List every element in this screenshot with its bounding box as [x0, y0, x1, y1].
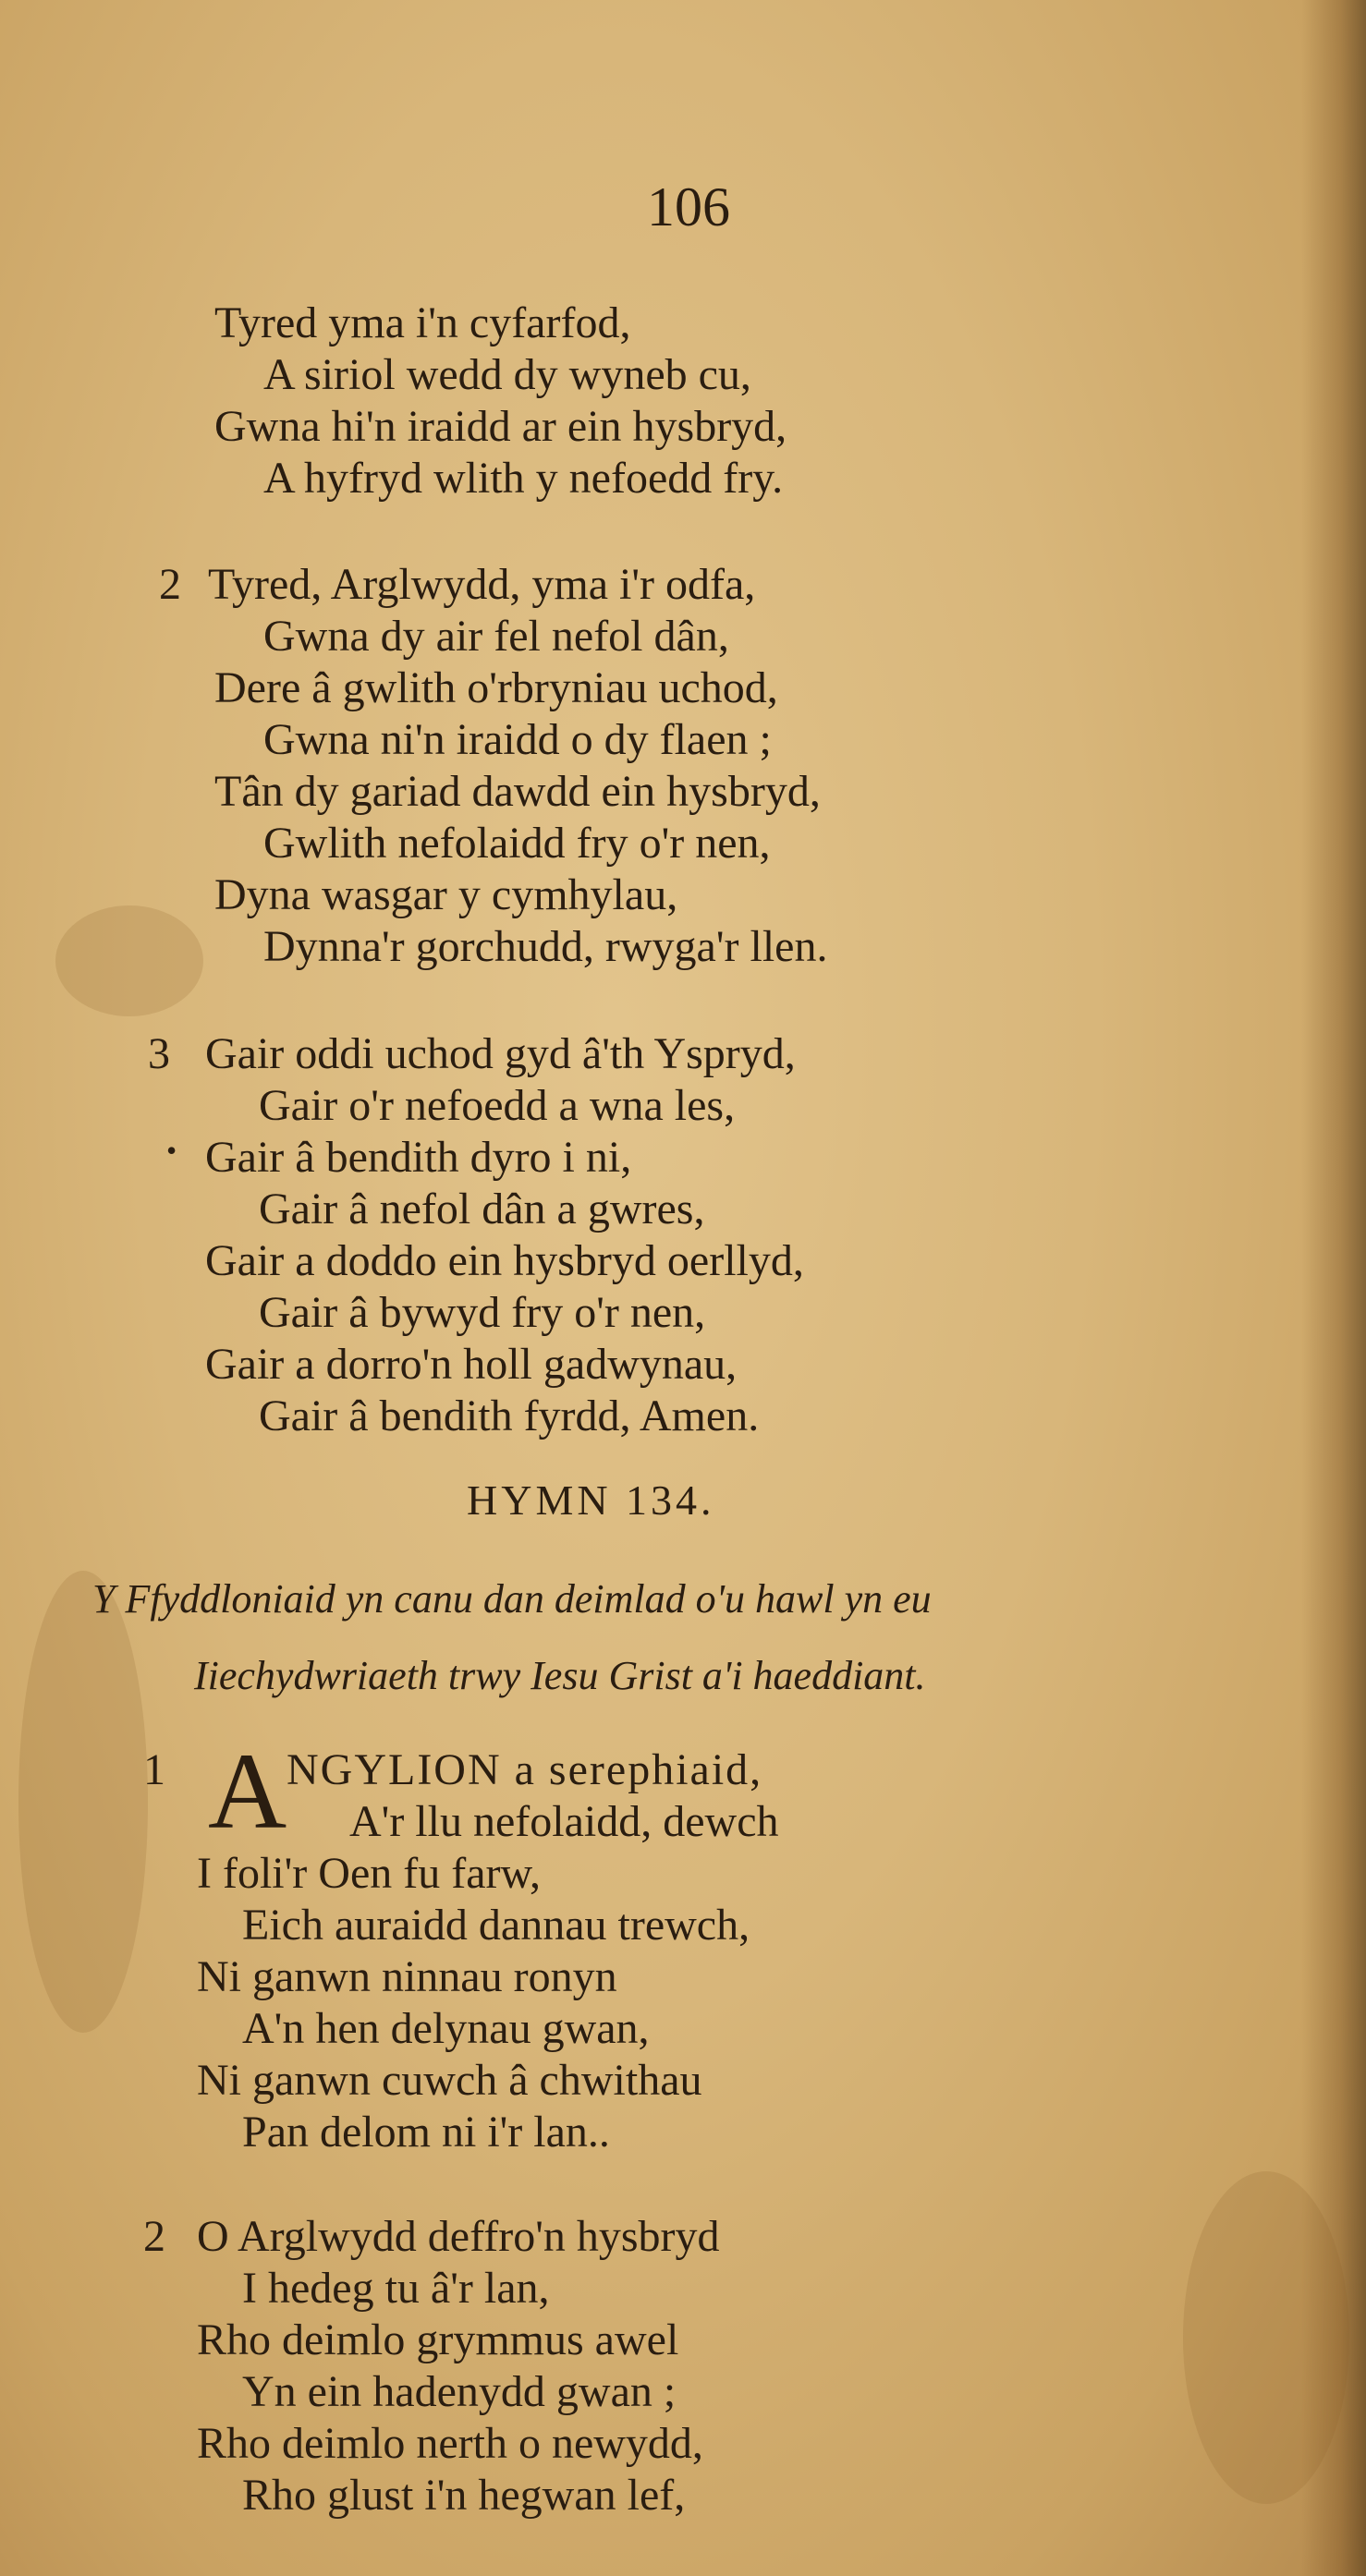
- verse-line: O Arglwydd deffro'n hysbryd: [197, 2212, 720, 2261]
- stanza-number: 2: [143, 2212, 165, 2261]
- drop-capital: A: [208, 1731, 287, 1852]
- verse-line: A'r llu nefolaidd, dewch: [349, 1797, 779, 1846]
- verse-line: I foli'r Oen fu farw,: [197, 1849, 542, 1898]
- verse-line: Gair o'r nefoedd a wna les,: [259, 1081, 736, 1130]
- hymn-heading: HYMN 134.: [467, 1476, 715, 1524]
- verse-line: A siriol wedd dy wyneb cu,: [263, 350, 751, 399]
- verse-line: Yn ein hadenydd gwan ;: [242, 2367, 677, 2416]
- verse-line: Gair oddi uchod gyd â'th Yspryd,: [205, 1029, 796, 1078]
- verse-line: Rho deimlo nerth o newydd,: [197, 2419, 703, 2468]
- verse-line: Dynna'r gorchudd, rwyga'r llen.: [263, 922, 828, 971]
- hymn-subtitle-line: Iiechydwriaeth trwy Iesu Grist a'i haeddiant.: [194, 1653, 926, 1698]
- verse-line: Gwlith nefolaidd fry o'r nen,: [263, 819, 771, 868]
- stanza-number: 2: [159, 560, 181, 609]
- foxing-stain: [1183, 2171, 1349, 2504]
- verse-line: Tyred, Arglwydd, yma i'r odfa,: [208, 560, 756, 609]
- verse-line: A hyfryd wlith y nefoedd fry.: [263, 454, 784, 503]
- verse-line: Tân dy gariad dawdd ein hysbryd,: [214, 767, 821, 816]
- foxing-stain: [18, 1571, 148, 2033]
- verse-line: Pan delom ni i'r lan..: [242, 2108, 610, 2157]
- verse-line: Gair â nefol dân a gwres,: [259, 1185, 705, 1233]
- verse-line: A'n hen delynau gwan,: [242, 2004, 650, 2053]
- verse-line: Gwna dy air fel nefol dân,: [263, 612, 729, 661]
- page-edge-shadow: [1301, 0, 1366, 2576]
- foxing-stain: [55, 905, 203, 1016]
- verse-line: Gair a dorro'n holl gadwynau,: [205, 1340, 738, 1389]
- verse-line: Gair â bywyd fry o'r nen,: [259, 1288, 706, 1337]
- verse-line: Gair â bendith fyrdd, Amen.: [259, 1391, 760, 1440]
- verse-line: Ni ganwn ninnau ronyn: [197, 1952, 617, 2001]
- verse-line: Dyna wasgar y cymhylau,: [214, 870, 678, 919]
- page-number: 106: [647, 176, 730, 237]
- verse-line: Tyred yma i'n cyfarfod,: [214, 298, 631, 347]
- verse-line: Ni ganwn cuwch â chwithau: [197, 2056, 702, 2105]
- verse-line: I hedeg tu â'r lan,: [242, 2264, 550, 2313]
- stanza-number: 1: [143, 1745, 165, 1794]
- verse-line: Gwna hi'n iraidd ar ein hysbryd,: [214, 402, 787, 451]
- verse-line: NGYLION a serephiaid,: [287, 1745, 763, 1794]
- verse-line: Eich auraidd dannau trewch,: [242, 1901, 750, 1950]
- stanza-number: 3: [148, 1029, 170, 1078]
- bullet-mark: •: [166, 1134, 177, 1167]
- hymn-subtitle-line: Y Ffyddloniaid yn canu dan deimlad o'u hawl yn eu: [92, 1576, 932, 1622]
- verse-line: Gair a doddo ein hysbryd oerllyd,: [205, 1236, 804, 1285]
- verse-line: Rho glust i'n hegwan lef,: [242, 2471, 686, 2520]
- verse-line: Dere â gwlith o'rbryniau uchod,: [214, 663, 778, 712]
- verse-line: Rho deimlo grymmus awel: [197, 2315, 679, 2364]
- verse-line: Gair â bendith dyro i ni,: [205, 1133, 632, 1182]
- verse-line: Gwna ni'n iraidd o dy flaen ;: [263, 715, 772, 764]
